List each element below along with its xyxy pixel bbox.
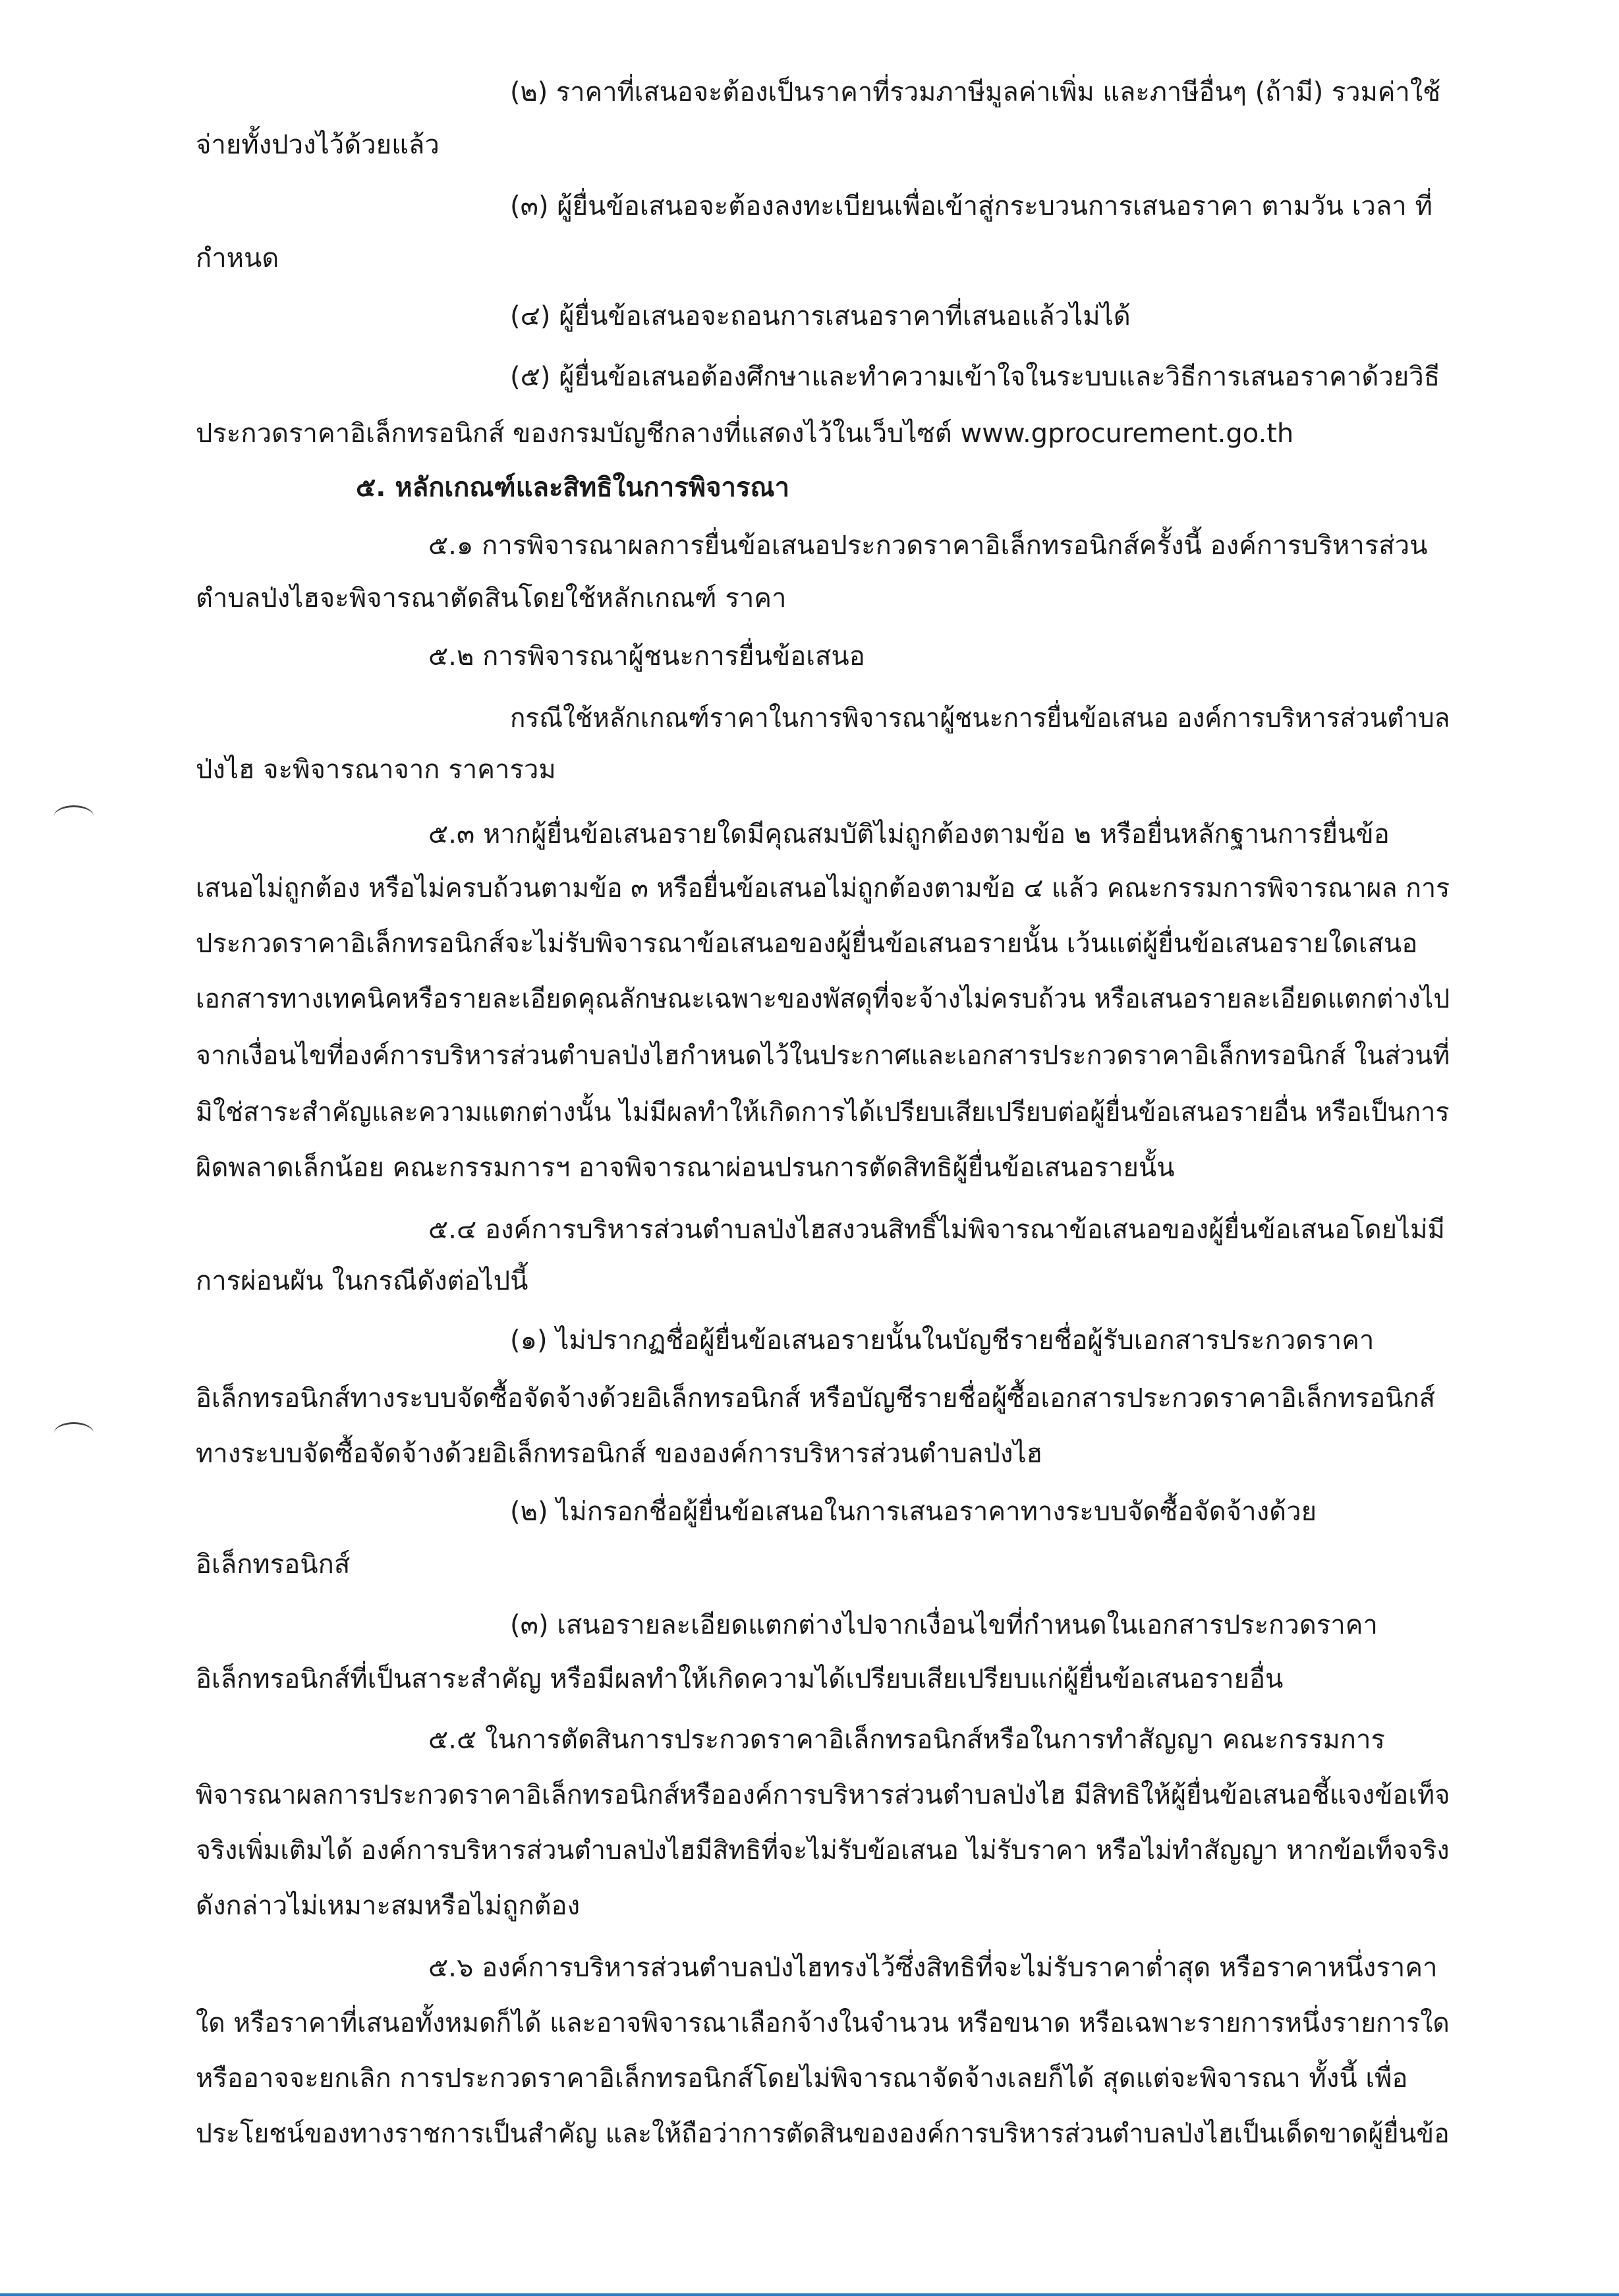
clause-5-3-line-2: เสนอไม่ถูกต้อง หรือไม่ครบถ้วนตามข้อ ๓ หรือยื่นข้อเสนอไม่ถูกต้องตามข้อ ๔ แล้ว คณะกรรมการพิจารณาผล การ	[196, 873, 1450, 904]
item-2-price-line-2: จ่ายทั้งปวงไว้ด้วยแล้ว	[196, 130, 440, 160]
clause-5-4-item-1-line-2: อิเล็กทรอนิกส์ทางระบบจัดซื้อจัดจ้างด้วยอิเล็กทรอนิกส์ หรือบัญชีรายชื่อผู้ซื้อเอกสารประกวดราคาอิเล็กทรอนิกส์	[196, 1383, 1436, 1414]
clause-5-3-line-6: มิใช่สาระสำคัญและความแตกต่างนั้น ไม่มีผลทำให้เกิดการได้เปรียบเสียเปรียบต่อผู้ยื่นข้อเสนอรายอื่น หรือเป็นการ	[196, 1097, 1450, 1128]
clause-5-4-item-1-line-1: (๑) ไม่ปรากฏชื่อผู้ยื่นข้อเสนอรายนั้นในบัญชีรายชื่อผู้รับเอกสารประกวดราคา	[510, 1325, 1375, 1356]
item-3-register-line-1: (๓) ผู้ยื่นข้อเสนอจะต้องลงทะเบียนเพื่อเข้าสู่กระบวนการเสนอราคา ตามวัน เวลา ที่	[510, 191, 1433, 221]
clause-5-5-line-3: จริงเพิ่มเติมได้ องค์การบริหารส่วนตำบลป่งไฮมีสิทธิที่จะไม่รับข้อเสนอ ไม่รับราคา หรือไม่ทำสัญญา หากข้อเท็จจริง	[196, 1835, 1450, 1866]
clause-5-6-line-4: ประโยชน์ของทางราชการเป็นสำคัญ และให้ถือว่าการตัดสินขององค์การบริหารส่วนตำบลป่งไฮเป็นเด็ดขาดผู้ยื่นข้อ	[196, 2119, 1450, 2149]
clause-5-4-item-3-line-2: อิเล็กทรอนิกส์ที่เป็นสาระสำคัญ หรือมีผลทำให้เกิดความได้เปรียบเสียเปรียบแก่ผู้ยื่นข้อเสนอรายอื่น	[196, 1664, 1284, 1694]
clause-5-3-line-1: ๕.๓ หากผู้ยื่นข้อเสนอรายใดมีคุณสมบัติไม่ถูกต้องตามข้อ ๒ หรือยื่นหลักฐานการยื่นข้อ	[428, 819, 1390, 849]
clause-5-3-line-7: ผิดพลาดเล็กน้อย คณะกรรมการฯ อาจพิจารณาผ่อนปรนการตัดสิทธิผู้ยื่นข้อเสนอรายนั้น	[196, 1153, 1175, 1183]
section-5-heading: ๕. หลักเกณฑ์และสิทธิในการพิจารณา	[356, 473, 790, 503]
clause-5-2-line-3: ป่งไฮ จะพิจารณาจาก ราคารวม	[196, 755, 556, 785]
clause-5-2-line-2: กรณีใช้หลักเกณฑ์ราคาในการพิจารณาผู้ชนะการยื่นข้อเสนอ องค์การบริหารส่วนตำบล	[510, 703, 1450, 733]
item-4-withdraw-line: (๔) ผู้ยื่นข้อเสนอจะถอนการเสนอราคาที่เสนอแล้วไม่ได้	[510, 301, 1131, 331]
clause-5-5-line-1: ๕.๕ ในการตัดสินการประกวดราคาอิเล็กทรอนิกส์หรือในการทำสัญญา คณะกรรมการ	[428, 1725, 1385, 1755]
clause-5-4-item-2-line-1: (๒) ไม่กรอกชื่อผู้ยื่นข้อเสนอในการเสนอราคาทางระบบจัดซื้อจัดจ้างด้วย	[510, 1497, 1317, 1527]
clause-5-4-item-1-line-3: ทางระบบจัดซื้อจัดจ้างด้วยอิเล็กทรอนิกส์ ขององค์การบริหารส่วนตำบลป่งไฮ	[196, 1439, 1042, 1469]
punch-hole-mark-lower	[54, 1422, 94, 1444]
clause-5-4-item-2-line-2: อิเล็กทรอนิกส์	[196, 1549, 351, 1580]
item-3-register-line-2: กำหนด	[196, 243, 279, 273]
clause-5-1-line-1: ๕.๑ การพิจารณาผลการยื่นข้อเสนอประกวดราคาอิเล็กทรอนิกส์ครั้งนี้ องค์การบริหารส่วน	[428, 531, 1428, 561]
clause-5-1-line-2: ตำบลป่งไฮจะพิจารณาตัดสินโดยใช้หลักเกณฑ์ ราคา	[196, 583, 787, 614]
clause-5-5-line-4: ดังกล่าวไม่เหมาะสมหรือไม่ถูกต้อง	[196, 1891, 581, 1921]
clause-5-3-line-5: จากเงื่อนไขที่องค์การบริหารส่วนตำบลป่งไฮกำหนดไว้ในประกาศและเอกสารประกวดราคาอิเล็กทรอนิกส์ ในส่วนที่	[196, 1041, 1450, 1071]
clause-5-3-line-3: ประกวดราคาอิเล็กทรอนิกส์จะไม่รับพิจารณาข้อเสนอของผู้ยื่นข้อเสนอรายนั้น เว้นแต่ผู้ยื่นข้อเสนอรายใดเสนอ	[196, 929, 1418, 959]
clause-5-6-line-3: หรืออาจจะยกเลิก การประกวดราคาอิเล็กทรอนิกส์โดยไม่พิจารณาจัดจ้างเลยก็ได้ สุดแต่จะพิจารณา ทั้งนี้ เพื่อ	[196, 2063, 1408, 2094]
item-5-study-line-2: ประกวดราคาอิเล็กทรอนิกส์ ของกรมบัญชีกลางที่แสดงไว้ในเว็บไซต์ www.gprocurement.go.th	[196, 418, 1294, 449]
clause-5-4-line-1: ๕.๔ องค์การบริหารส่วนตำบลป่งไฮสงวนสิทธิ์ไม่พิจารณาข้อเสนอของผู้ยื่นข้อเสนอโดยไม่มี	[428, 1215, 1445, 1245]
item-2-price-line-1: (๒) ราคาที่เสนอจะต้องเป็นราคาที่รวมภาษีมูลค่าเพิ่ม และภาษีอื่นๆ (ถ้ามี) รวมค่าใช้	[510, 77, 1441, 107]
clause-5-6-line-1: ๕.๖ องค์การบริหารส่วนตำบลป่งไฮทรงไว้ซึ่งสิทธิที่จะไม่รับราคาต่ำสุด หรือราคาหนึ่งราคา	[428, 1953, 1438, 1983]
punch-hole-mark-upper	[54, 805, 94, 827]
item-5-study-line-1: (๕) ผู้ยื่นข้อเสนอต้องศึกษาและทำความเข้าใจในระบบและวิธีการเสนอราคาด้วยวิธี	[510, 362, 1440, 392]
bottom-edge-line	[0, 2293, 1619, 2296]
clause-5-4-item-3-line-1: (๓) เสนอรายละเอียดแตกต่างไปจากเงื่อนไขที่กำหนดในเอกสารประกวดราคา	[510, 1610, 1378, 1640]
clause-5-3-line-4: เอกสารทางเทคนิคหรือรายละเอียดคุณลักษณะเฉพาะของพัสดุที่จะจ้างไม่ครบถ้วน หรือเสนอรายละเอียดแตกต่างไป	[196, 984, 1450, 1014]
clause-5-6-line-2: ใด หรือราคาที่เสนอทั้งหมดก็ได้ และอาจพิจารณาเลือกจ้างในจำนวน หรือขนาด หรือเฉพาะรายการหนึ่งรายการใด	[196, 2008, 1450, 2038]
clause-5-5-line-2: พิจารณาผลการประกวดราคาอิเล็กทรอนิกส์หรือองค์การบริหารส่วนตำบลป่งไฮ มีสิทธิให้ผู้ยื่นข้อเสนอชี้แจงข้อเท็จ	[196, 1780, 1450, 1810]
clause-5-2-line-1: ๕.๒ การพิจารณาผู้ชนะการยื่นข้อเสนอ	[428, 641, 865, 672]
clause-5-4-line-2: การผ่อนผัน ในกรณีดังต่อไปนี้	[196, 1266, 528, 1296]
